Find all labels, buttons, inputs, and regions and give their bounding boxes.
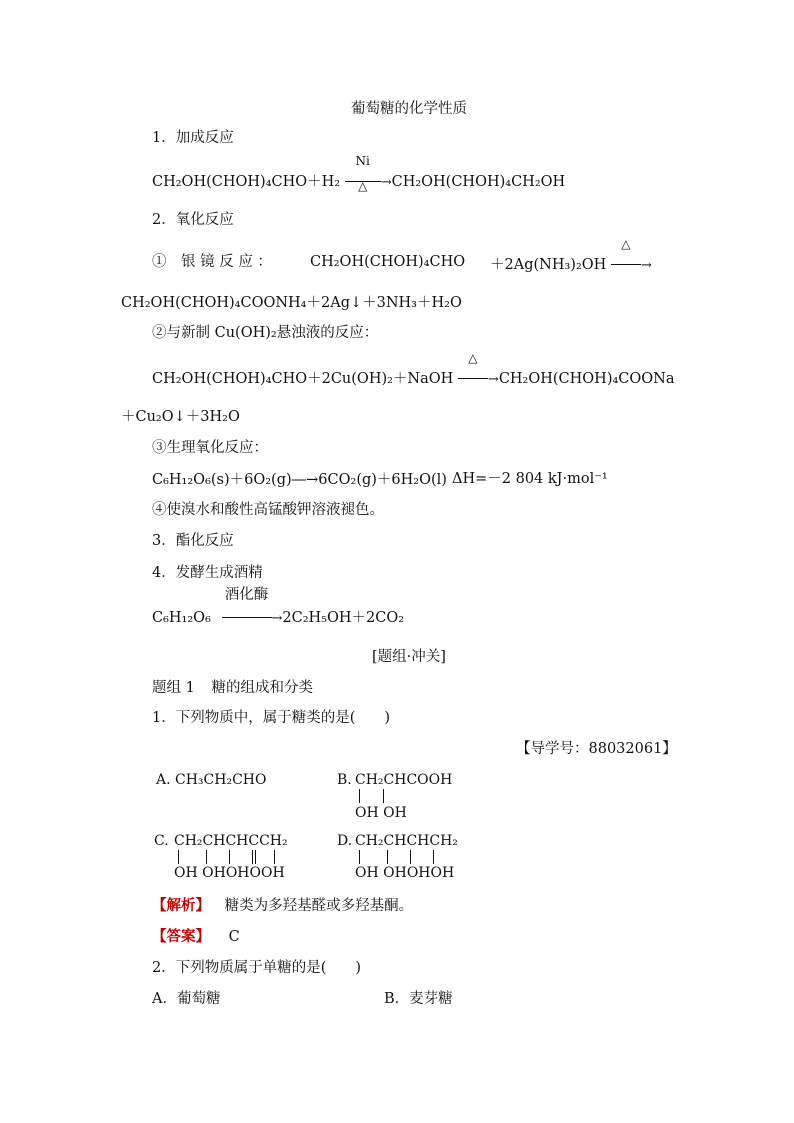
bond-line bbox=[229, 850, 230, 864]
silver-mirror-lhs: CH₂OH(CHOH)₄CHO bbox=[310, 254, 466, 270]
section-4-heading: 4．发酵生成酒精 bbox=[152, 565, 263, 581]
bond-line bbox=[274, 850, 275, 864]
arrow-icon: → bbox=[271, 611, 283, 626]
eq-rhs: CH₂OH(CHOH)₄CH₂OH bbox=[391, 174, 566, 190]
bond-line bbox=[206, 850, 207, 864]
page-title: 葡萄糖的化学性质 bbox=[351, 101, 467, 117]
answer-text: C bbox=[228, 929, 240, 945]
decolorize-note: ④使溴水和酸性高锰酸钾溶液褪色。 bbox=[152, 502, 384, 518]
enzyme-label: 酒化酶 bbox=[224, 587, 269, 603]
analysis-row bbox=[152, 899, 413, 914]
option-c-substituents: OH OHOHOOH bbox=[174, 865, 285, 881]
arrow-icon: → bbox=[487, 372, 499, 387]
physiological-oxidation-equation: C₆H₁₂O₆(s)＋6O₂(g)―→6CO₂(g)＋6H₂O(l) bbox=[152, 472, 447, 488]
silver-mirror-label: ① 银 镜 反 应 ： bbox=[152, 254, 272, 270]
reaction-condition bbox=[458, 351, 488, 389]
bond-line bbox=[433, 850, 434, 864]
group-title: 糖的组成和分类 bbox=[211, 680, 313, 696]
enthalpy-change: ΔH=－2 804 kJ·mol⁻¹ bbox=[452, 471, 608, 487]
eq-rhs: CH₂OH(CHOH)₄COONa bbox=[498, 371, 675, 387]
eq-lhs: C₆H₁₂O₆ bbox=[152, 610, 211, 626]
bond-line bbox=[178, 850, 179, 864]
eq-rhs: 2C₂H₅OH＋2CO₂ bbox=[282, 610, 405, 626]
heat-symbol: △ bbox=[621, 237, 631, 251]
arrow-icon: → bbox=[380, 175, 392, 190]
eq-lhs: CH₂OH(CHOH)₄CHO＋2Cu(OH)₂＋NaOH bbox=[152, 371, 454, 387]
reaction-condition bbox=[345, 154, 381, 193]
question-1-ref: 【导学号：88032061】 bbox=[516, 741, 677, 757]
condition-line bbox=[611, 264, 641, 265]
eq-lhs: CH₂OH(CHOH)₄CHO＋H₂ bbox=[152, 174, 341, 190]
bond-line bbox=[410, 850, 411, 864]
option-d-substituents: OH OHOHOH bbox=[355, 865, 455, 881]
silver-mirror-rhs: CH₂OH(CHOH)₄COONH₄＋2Ag↓＋3NH₃＋H₂O bbox=[121, 295, 462, 311]
silver-mirror-reagent: ＋2Ag(NH₃)₂OH bbox=[490, 257, 607, 273]
option-b-chain: CH₂CHCOOH bbox=[355, 772, 453, 788]
option-c-chain: CH₂CHCHCCH₂ bbox=[174, 833, 288, 849]
group-heading bbox=[152, 681, 313, 696]
catalyst-label: Ni bbox=[355, 154, 370, 168]
section-3-heading: 3．酯化反应 bbox=[152, 533, 234, 549]
bond-line bbox=[387, 850, 388, 864]
section-tag: [题组·冲关] bbox=[372, 649, 446, 665]
heat-symbol: △ bbox=[358, 179, 368, 193]
reaction-condition bbox=[611, 237, 641, 275]
bond-line bbox=[383, 789, 384, 803]
equation-addition bbox=[152, 154, 566, 193]
option-d-chain: CH₂CHCHCH₂ bbox=[355, 833, 458, 849]
copper-hydroxide-equation bbox=[152, 351, 675, 389]
condition-line bbox=[458, 378, 488, 379]
bond-line bbox=[359, 850, 360, 864]
answer-row bbox=[152, 930, 240, 945]
section-2-heading: 2．氧化反应 bbox=[152, 212, 234, 228]
question-2-stem: 2．下列物质属于单糖的是( ) bbox=[152, 960, 362, 976]
option-d-label: D. bbox=[337, 833, 353, 849]
question-2-option-a: A．葡萄糖 bbox=[152, 991, 221, 1007]
option-b-label: B. bbox=[337, 772, 352, 788]
arrow-icon: → bbox=[640, 258, 652, 273]
question-1-stem: 1．下列物质中，属于糖类的是( ) bbox=[152, 710, 391, 726]
fermentation-equation bbox=[152, 587, 405, 628]
analysis-text: 糖类为多羟基醛或多羟基酮。 bbox=[224, 898, 414, 914]
bond-line bbox=[359, 789, 360, 803]
condition-line bbox=[222, 617, 272, 618]
silver-mirror-mid bbox=[490, 237, 652, 275]
section-1-heading: 1．加成反应 bbox=[152, 130, 234, 146]
question-2-option-b: B．麦芽糖 bbox=[384, 991, 453, 1007]
heat-symbol: △ bbox=[468, 351, 478, 365]
group-label: 题组 1 bbox=[152, 680, 195, 696]
option-c-label: C. bbox=[154, 833, 169, 849]
bond-line bbox=[255, 850, 256, 864]
physiological-oxidation-label: ③生理氧化反应： bbox=[152, 440, 268, 456]
option-a: A. CH₃CH₂CHO bbox=[156, 772, 267, 788]
bond-line bbox=[252, 850, 253, 864]
reaction-condition bbox=[222, 587, 272, 628]
analysis-tag: 【解析】 bbox=[152, 897, 210, 914]
answer-tag: 【答案】 bbox=[152, 928, 210, 945]
copper-hydroxide-rhs-cont: ＋Cu₂O↓＋3H₂O bbox=[121, 409, 240, 425]
option-b-substituents: OH OH bbox=[355, 805, 407, 821]
copper-hydroxide-label: ②与新制 Cu(OH)₂悬浊液的反应： bbox=[152, 325, 379, 341]
